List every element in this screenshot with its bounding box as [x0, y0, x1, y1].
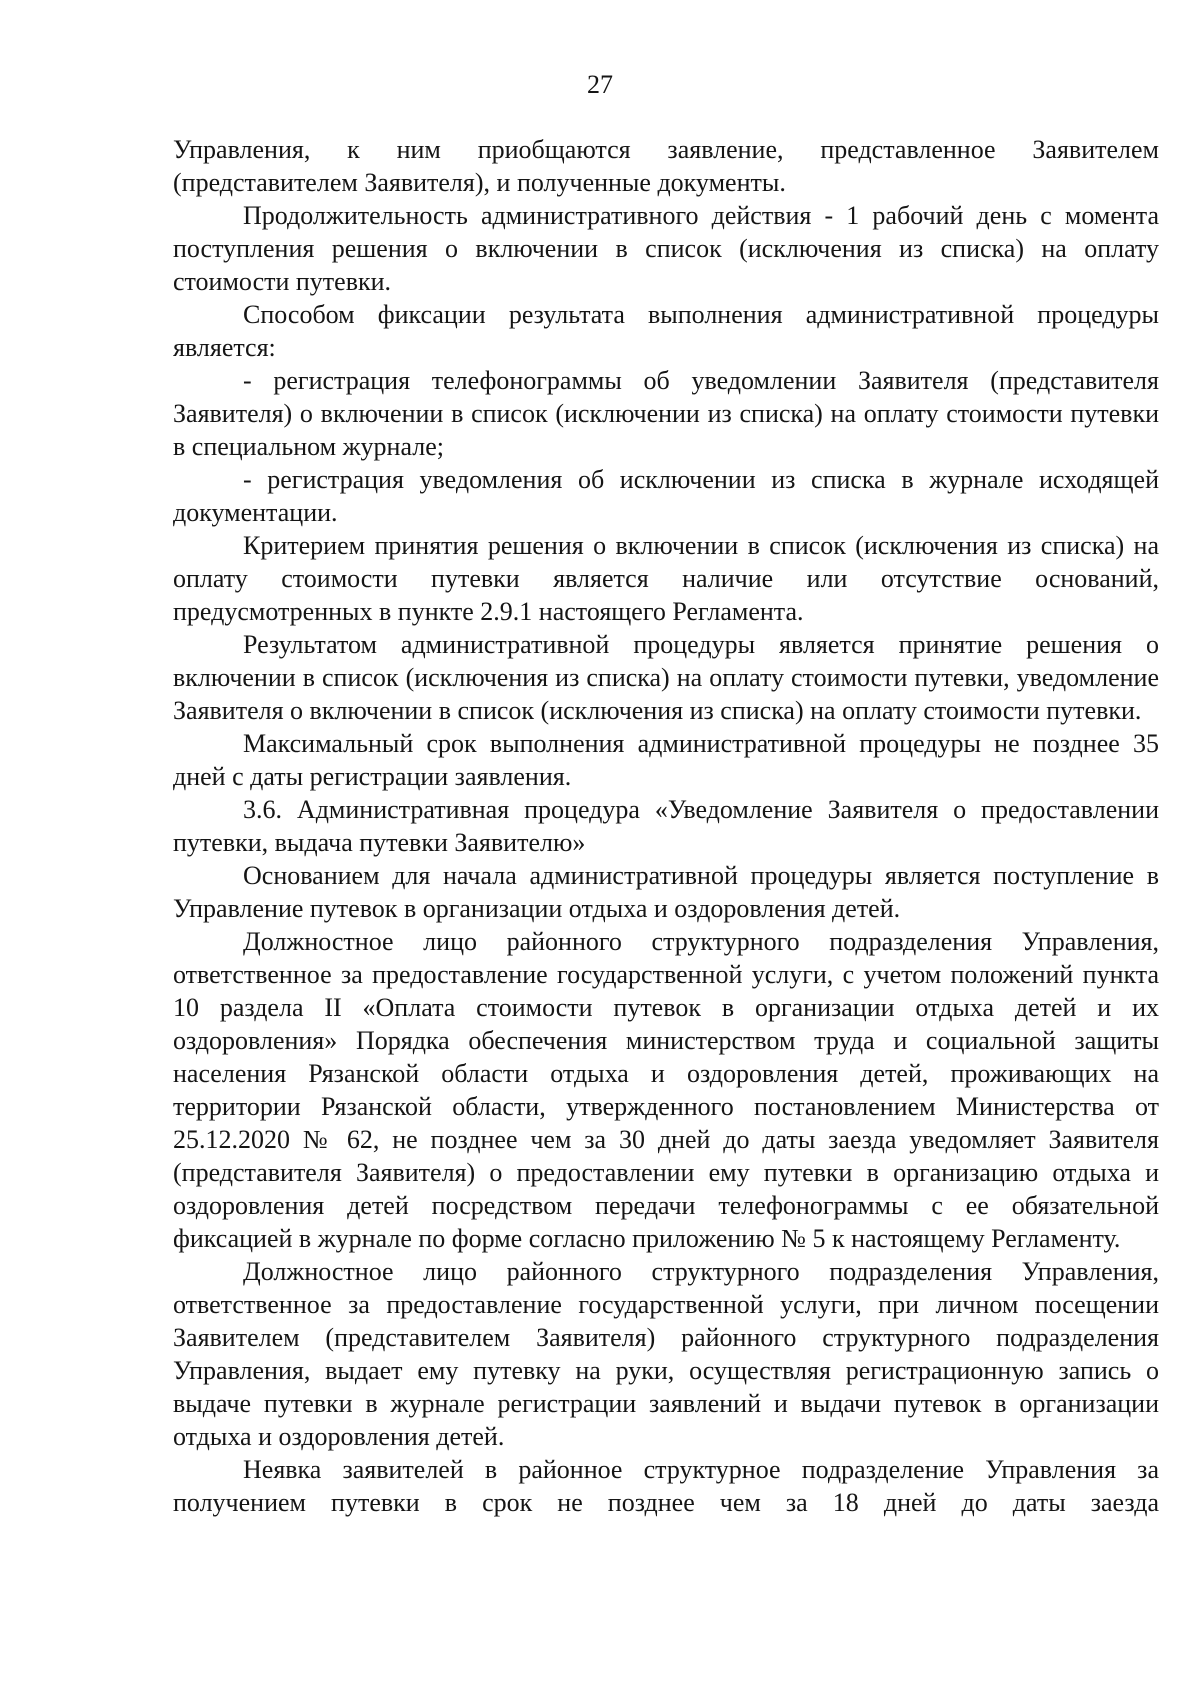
paragraph-non-appearance: Неявка заявителей в районное структурное подразделение Управления за получением путевки в срок не позднее чем за 18 дней до даты заезда: [173, 1455, 1159, 1517]
paragraph-list-item-telephonogram: - регистрация телефонограммы об уведомлении Заявителя (представителя Заявителя) о включении в список (исключении из списка) на оплату стоимости путевки в специальном журнале;: [173, 366, 1159, 461]
paragraph-continuation: Управления, к ним приобщаются заявление, представленное Заявителем (представителем Заявителя), и полученные документы.: [173, 135, 1159, 197]
paragraph-procedure-result: Результатом административной процедуры является принятие решения о включении в список (исключения из списка) на оплату стоимости путевки, уведомление Заявителя о включении в список (исключения из списка) на оплату стоимости путевки.: [173, 630, 1159, 725]
paragraph-decision-criterion: Критерием принятия решения о включении в список (исключения из списка) на оплату стоимости путевки является наличие или отсутствие оснований, предусмотренных в пункте 2.9.1 настоящего Регламента.: [173, 531, 1159, 626]
paragraph-official-notifies: Должностное лицо районного структурного подразделения Управления, ответственное за предоставление государственной услуги, с учетом положений пункта 10 раздела II «Оплата стоимости путевок в организации отдыха детей и их оздоровления» Порядка обеспечения министерством труда и социальной защиты населения Рязанской области отдыха и оздоровления детей, проживающих на территории Рязанской области, утвержденного постановлением Министерства от 25.12.2020 № 62, не позднее чем за 30 дней до даты заезда уведомляет Заявителя (представителя Заявителя) о предоставлении ему путевки в организацию отдыха и оздоровления детей посредством передачи телефонограммы с ее обязательной фиксацией в журнале по форме согласно приложению № 5 к настоящему Регламенту.: [173, 927, 1159, 1253]
paragraph-list-item-notification: - регистрация уведомления об исключении из списка в журнале исходящей документации.: [173, 465, 1159, 527]
section-heading-3-6: 3.6. Административная процедура «Уведомление Заявителя о предоставлении путевки, выдача путевки Заявителю»: [173, 795, 1159, 857]
page-number: 27: [587, 70, 613, 99]
paragraph-duration: Продолжительность административного действия - 1 рабочий день с момента поступления решения о включении в список (исключения из списка) на оплату стоимости путевки.: [173, 201, 1159, 296]
paragraph-fixation-method: Способом фиксации результата выполнения административной процедуры является:: [173, 300, 1159, 362]
paragraph-procedure-basis: Основанием для начала административной процедуры является поступление в Управление путевок в организации отдыха и оздоровления детей.: [173, 861, 1159, 923]
document-body: [173, 133, 1159, 1519]
paragraph-official-issues-voucher: Должностное лицо районного структурного подразделения Управления, ответственное за предоставление государственной услуги, при личном посещении Заявителем (представителем Заявителя) районного структурного подразделения Управления, выдает ему путевку на руки, осуществляя регистрационную запись о выдаче путевки в журнале регистрации заявлений и выдачи путевок в организации отдыха и оздоровления детей.: [173, 1257, 1159, 1451]
paragraph-max-term: Максимальный срок выполнения административной процедуры не позднее 35 дней с даты регистрации заявления.: [173, 729, 1159, 791]
